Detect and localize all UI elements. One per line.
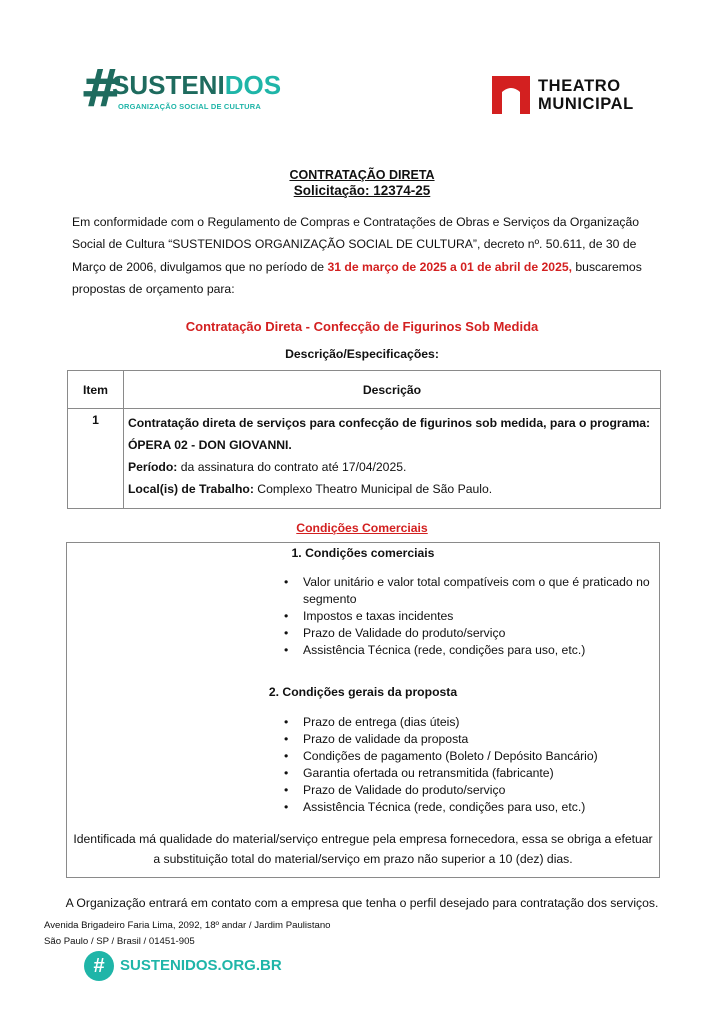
wordmark-part1: SUSTENI bbox=[112, 70, 225, 100]
quality-note bbox=[67, 830, 659, 869]
item-period bbox=[128, 456, 654, 478]
sustenidos-subtitle: ORGANIZAÇÃO SOCIAL DE CULTURA bbox=[118, 102, 262, 111]
intro-paragraph bbox=[72, 211, 652, 300]
place-label: Local(is) de Trabalho: bbox=[127, 482, 254, 496]
header-description: Descrição bbox=[123, 371, 660, 409]
subject-heading: Contratação Direta - Confecção de Figurinos Sob Medida bbox=[185, 319, 539, 334]
wordmark-part2: DOS bbox=[224, 70, 282, 100]
period-value: da assinatura do contrato até 17/04/2025. bbox=[177, 460, 407, 474]
document-title: CONTRATAÇÃO DIRETA bbox=[289, 168, 435, 182]
theatro-municipal-wordmark bbox=[538, 77, 634, 113]
theatro-arch-icon bbox=[490, 74, 532, 116]
item-line2: ÓPERA 02 - DON GIOVANNI. bbox=[127, 438, 292, 452]
hash-icon: # bbox=[84, 951, 114, 981]
section2-list bbox=[303, 714, 653, 816]
list-item: • Prazo de validade da proposta bbox=[303, 731, 653, 748]
list-item: • Prazo de Validade do produto/serviço bbox=[303, 625, 653, 642]
conditions-title: Condições Comerciais bbox=[296, 521, 428, 535]
table-row bbox=[68, 409, 661, 509]
item-table bbox=[67, 370, 661, 509]
item-line1: Contratação direta de serviços para confecção de figurinos sob medida, para o programa: bbox=[127, 416, 651, 430]
hash-icon: # bbox=[80, 59, 122, 119]
list-item: • Valor unitário e valor total compatíveis com o que é praticado no segmento bbox=[303, 574, 653, 608]
list-item: • Prazo de entrega (dias úteis) bbox=[303, 714, 653, 731]
address-line2: São Paulo / SP / Brasil / 01451-905 bbox=[44, 935, 195, 947]
header-item: Item bbox=[68, 371, 124, 409]
list-item: • Prazo de Validade do produto/serviço bbox=[303, 782, 653, 799]
sustenidos-wordmark bbox=[112, 70, 281, 101]
place-value: Complexo Theatro Municipal de São Paulo. bbox=[253, 482, 493, 496]
list-item: • Assistência Técnica (rede, condições para uso, etc.) bbox=[303, 642, 653, 659]
site-url: SUSTENIDOS.ORG.BR bbox=[120, 957, 282, 974]
list-item: • Assistência Técnica (rede, condições para uso, etc.) bbox=[303, 799, 653, 816]
list-item: • Garantia ofertada ou retransmitida (fabricante) bbox=[303, 765, 653, 782]
section2-heading: 2. Condições gerais da proposta bbox=[268, 685, 458, 699]
theatro-municipal-logo bbox=[490, 74, 660, 120]
intro-text-2: buscaremos propostas de orçamento para: bbox=[72, 259, 642, 296]
theatro-line1: THEATRO bbox=[538, 77, 621, 95]
item-place bbox=[128, 478, 654, 500]
request-number: Solicitação: 12374-25 bbox=[293, 183, 431, 198]
section1-list bbox=[303, 574, 653, 659]
item-description bbox=[123, 409, 660, 509]
footer-site-link[interactable] bbox=[84, 951, 282, 983]
specifications-label: Descrição/Especificações: bbox=[285, 347, 439, 361]
address-line1: Avenida Brigadeiro Faria Lima, 2092, 18º andar / Jardim Paulistano bbox=[44, 920, 331, 931]
closing-statement: A Organização entrará em contato com a empresa que tenha o perfil desejado para contratação dos serviços. bbox=[65, 896, 659, 910]
section1-heading: 1. Condições comerciais bbox=[291, 546, 435, 560]
sustenidos-logo bbox=[80, 59, 282, 120]
footer-address bbox=[44, 918, 331, 949]
item-number: 1 bbox=[68, 409, 124, 509]
quality-note-line1: Identificada má qualidade do material/serviço entregue pela empresa fornecedora, essa se obriga a efetuar bbox=[73, 832, 653, 846]
list-item: • Condições de pagamento (Boleto / Depósito Bancário) bbox=[303, 748, 653, 765]
theatro-line2: MUNICIPAL bbox=[538, 95, 634, 113]
intro-period: 31 de março de 2025 a 01 de abril de 2025, bbox=[327, 259, 573, 274]
quality-note-line2: a substituição total do material/serviço em prazo não superior a 10 (dez) dias. bbox=[153, 851, 573, 866]
intro-text-1: Em conformidade com o Regulamento de Compras e Contratações de Obras e Serviços da Organização Social de Cultura “SUSTENIDOS ORGANIZAÇÃO SOCIAL DE CULTURA”, decreto nº. 50.611, de 30 de Março de 2006, divulgamos que no período de bbox=[72, 215, 640, 274]
period-label: Período: bbox=[127, 460, 178, 474]
conditions-box bbox=[66, 542, 660, 878]
list-item: • Impostos e taxas incidentes bbox=[303, 608, 653, 625]
table-header-row bbox=[68, 371, 661, 409]
